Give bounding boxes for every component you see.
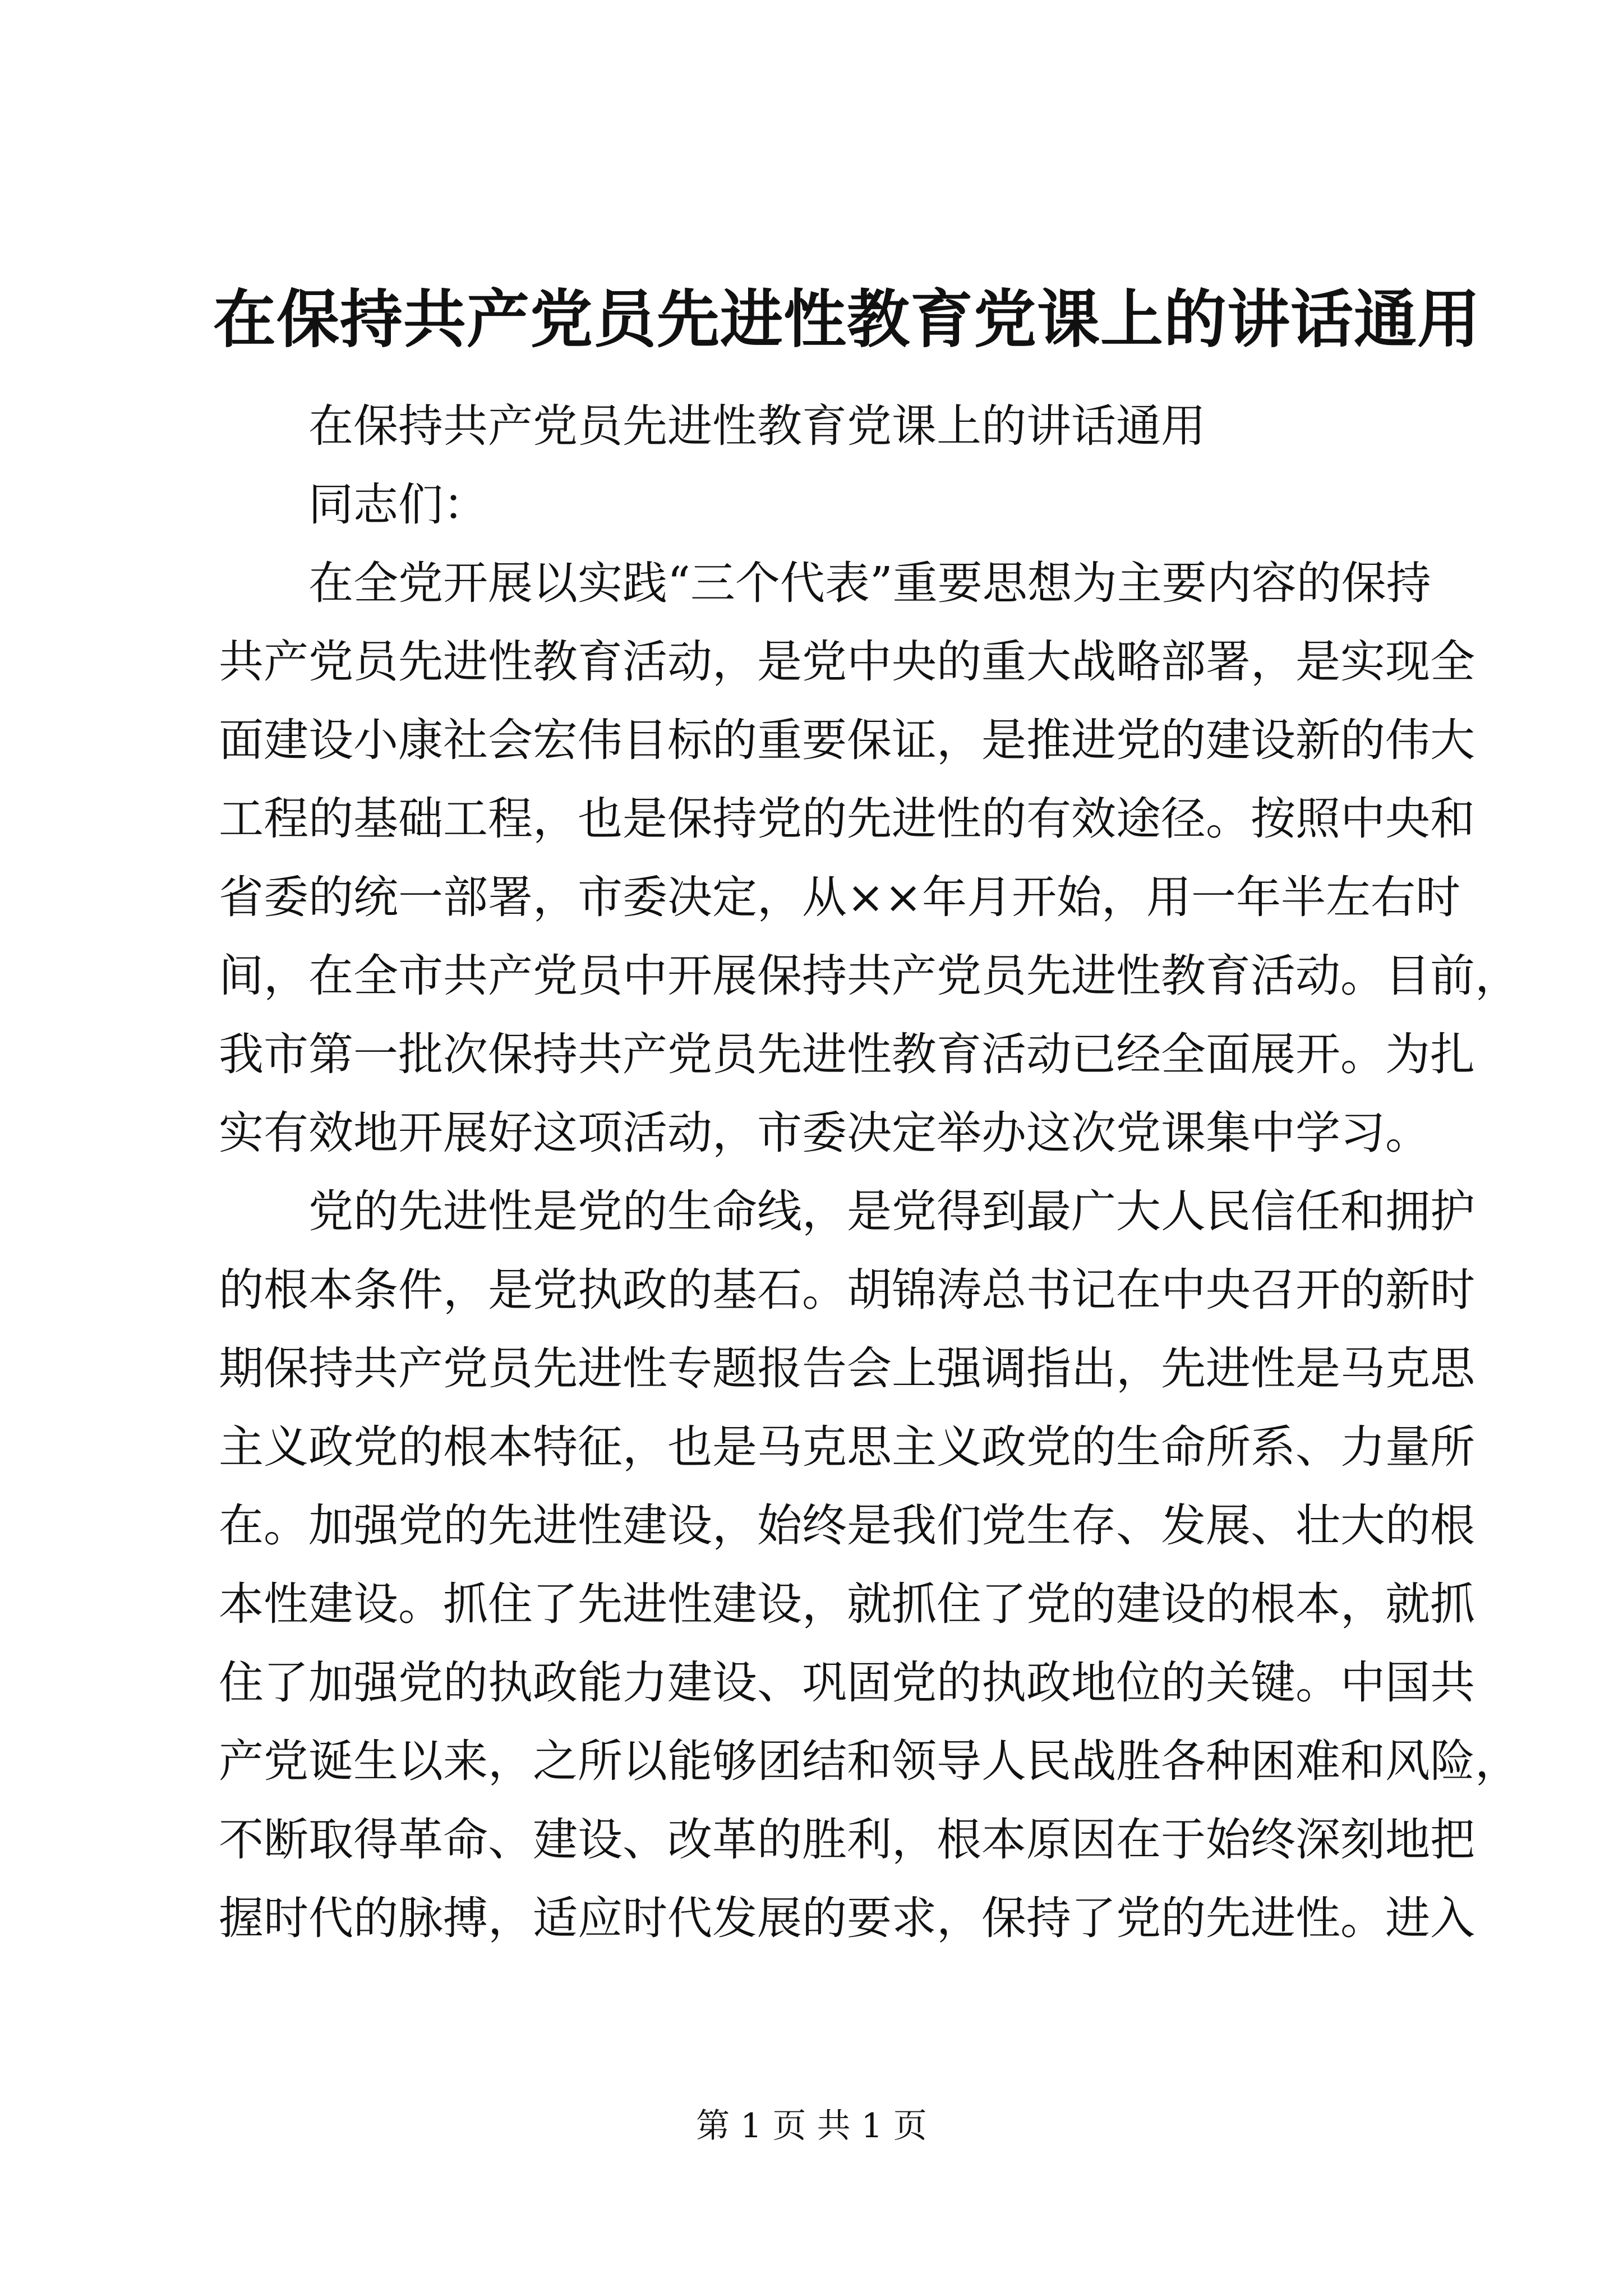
text-line: 在。加强党的先进性建设，始终是我们党生存、发展、壮大的根 xyxy=(219,1499,1475,1552)
text-line: 省委的统一部署，市委决定，从××年月开始，用一年半左右时 xyxy=(219,871,1461,923)
text-line: 间，在全市共产党员中开展保持共产党员先进性教育活动。目前， xyxy=(219,950,1520,1002)
text-line: 我市第一批次保持共产党员先进性教育活动已经全面展开。为扎 xyxy=(219,1028,1475,1080)
salutation-line: 同志们： xyxy=(308,478,488,531)
text-line: 党的先进性是党的生命线，是党得到最广大人民信任和拥护 xyxy=(308,1185,1475,1237)
text-line: 的根本条件，是党执政的基石。胡锦涛总书记在中央召开的新时 xyxy=(219,1264,1475,1316)
text-line: 本性建设。抓住了先进性建设，就抓住了党的建设的根本，就抓 xyxy=(219,1578,1475,1630)
paragraph-1 xyxy=(219,544,1520,1172)
text-line: 主义政党的根本特征，也是马克思主义政党的生命所系、力量所 xyxy=(219,1421,1475,1473)
subtitle-line: 在保持共产党员先进性教育党课上的讲话通用 xyxy=(308,400,1206,452)
text-line: 在全党开展以实践“三个代表”重要思想为主要内容的保持 xyxy=(308,557,1431,609)
text-line: 共产党员先进性教育活动，是党中央的重大战略部署，是实现全 xyxy=(219,636,1475,688)
document-title: 在保持共产党员先进性教育党课上的讲话通用 xyxy=(213,283,1481,356)
text-line: 工程的基础工程，也是保持党的先进性的有效途径。按照中央和 xyxy=(219,793,1475,845)
text-line: 实有效地开展好这项活动，市委决定举办这次党课集中学习。 xyxy=(219,1107,1430,1159)
text-line: 产党诞生以来，之所以能够团结和领导人民战胜各种困难和风险， xyxy=(219,1735,1520,1787)
text-line: 握时代的脉搏，适应时代发展的要求，保持了党的先进性。进入 xyxy=(219,1892,1475,1944)
text-line: 面建设小康社会宏伟目标的重要保证，是推进党的建设新的伟大 xyxy=(219,714,1475,766)
document-body xyxy=(219,387,1520,1958)
text-line: 期保持共产党员先进性专题报告会上强调指出，先进性是马克思 xyxy=(219,1342,1475,1395)
paragraph-2 xyxy=(219,1172,1520,1958)
text-line: 不断取得革命、建设、改革的胜利，根本原因在于始终深刻地把 xyxy=(219,1814,1475,1866)
page-footer: 第 1 页 共 1 页 xyxy=(696,2106,927,2146)
text-line: 住了加强党的执政能力建设、巩固党的执政地位的关键。中国共 xyxy=(219,1657,1475,1709)
